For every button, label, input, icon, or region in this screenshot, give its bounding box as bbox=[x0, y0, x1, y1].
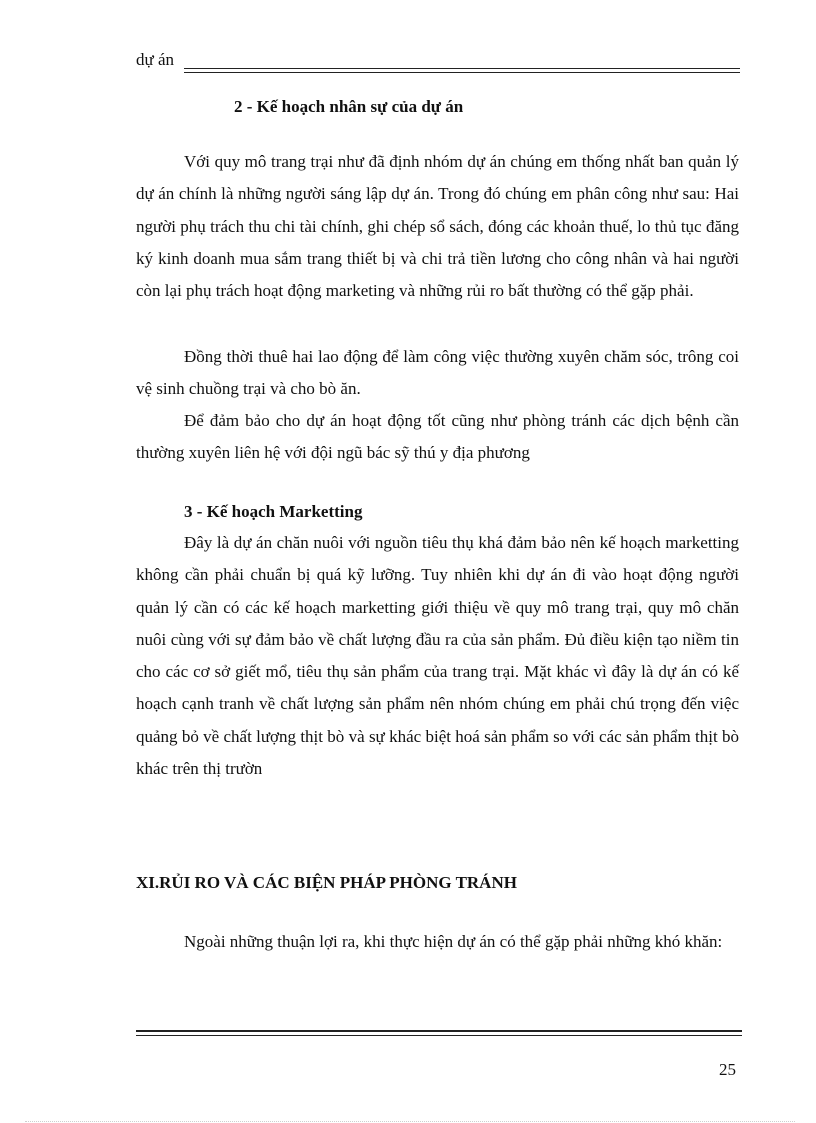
section-heading-marketing: 3 - Kế hoạch Marketting bbox=[184, 502, 363, 521]
paragraph-marketing-1: Đây là dự án chăn nuôi với nguồn tiêu thụ khá đảm bảo nên kế hoạch marketting không cần phải chuẩn bị quá kỹ lưỡng. Tuy nhiên khi dự án đi vào hoạt động người quản lý cần có các kế hoạch marketting giới thiệu về quy mô trang trại, quy mô chăn nuôi cùng với sự đảm bảo về chất lượng đầu ra của sản phẩm. Đủ điều kiện tạo niềm tin cho các cơ sở giết mổ, tiêu thụ sản phẩm của trang trại. Mặt khác vì đây là dự án có kế hoạch cạnh tranh về chất lượng sản phẩm nên nhóm chúng em phải chú trọng đến việc quảng bỏ về chất lượng thịt bò và sự khác biệt hoá sản phẩm so với các sản phẩm thịt bò khác trên thị trườn bbox=[136, 533, 739, 779]
paragraph-staffing-2: Đồng thời thuê hai lao động để làm công việc thường xuyên chăm sóc, trông coi vệ sinh chuồng trại và cho bò ăn. bbox=[136, 347, 739, 399]
footer-rule-top bbox=[136, 1030, 742, 1032]
paragraph-staffing-3: Để đảm bảo cho dự án hoạt động tốt cũng như phòng tránh các dịch bệnh cần thường xuyên liên hệ với đội ngũ bác sỹ thú y địa phương bbox=[136, 411, 739, 463]
paragraph-staffing-1: Với quy mô trang trại như đã định nhóm dự án chúng em thống nhất ban quản lý dự án chính là những người sáng lập dự án. Trong đó chúng em phân công như sau: Hai người phụ trách thu chi tài chính, ghi chép sổ sách, đóng các khoản thuế, lo thủ tục đăng ký kinh doanh mua sắm trang thiết bị và chi trả tiền lương cho công nhân và hai người còn lại phụ trách hoạt động marketing và những rủi ro bất thường có thể gặp phải. bbox=[136, 152, 739, 301]
header-rule-top bbox=[184, 68, 740, 69]
header-rule-bottom bbox=[184, 72, 740, 73]
paragraph-risks-intro: Ngoài những thuận lợi ra, khi thực hiện dự án có thể gặp phải những khó khăn: bbox=[184, 932, 723, 951]
section-heading-staffing: 2 - Kế hoạch nhân sự của dự án bbox=[234, 97, 464, 116]
running-header: dự án bbox=[136, 50, 175, 69]
chapter-title: XI.RỦI RO VÀ CÁC BIỆN PHÁP PHÒNG TRÁNH bbox=[136, 873, 517, 892]
footer-rule-bottom bbox=[136, 1035, 742, 1036]
page-edge-divider bbox=[25, 1121, 795, 1122]
page-number: 25 bbox=[719, 1060, 736, 1079]
